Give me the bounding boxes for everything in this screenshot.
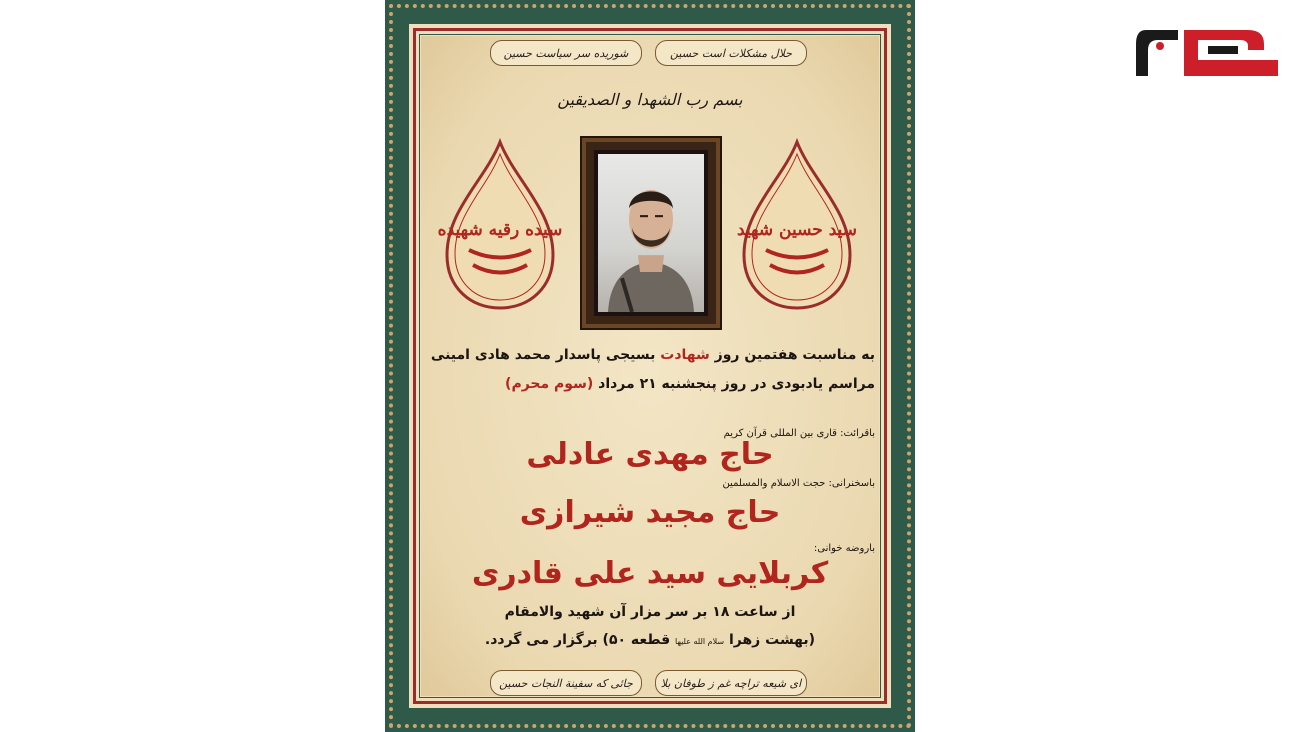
bottom-calligraphy-2: جائی که سفینة النجات حسین [490, 670, 642, 696]
logo-dark-stroke [1136, 30, 1178, 76]
top-calligraphy-1: حلال مشکلات است حسین [655, 40, 807, 66]
occasion-line: به مناسبت هفتمین روز شهادت بسیجی پاسدار محمد هادی امینی [430, 347, 875, 363]
person-silhouette [598, 154, 704, 312]
muharram-note: (سوم محرم) [505, 376, 594, 392]
top-calligraphy-2: شوریده سر سیاست حسین [490, 40, 642, 66]
logo-dot [1156, 42, 1164, 50]
right-calligraphy-medallion [736, 140, 858, 310]
bottom-calligraphy-1: ای شیعه تراچه غم ز طوفان بلا [655, 670, 807, 696]
time-location-line: از ساعت ۱۸ بر سر مزار آن شهید والامقام [504, 604, 796, 620]
poster-paper [421, 36, 879, 696]
portrait-mat [594, 150, 708, 316]
portrait-photo [598, 154, 704, 312]
reciter-name: حاج مهدی عادلی [526, 437, 774, 472]
speaker-label: باسخنرانی: حجت الاسلام والمسلمین [722, 478, 875, 489]
venue-line: (بهشت زهرا سلام الله علیها قطعه ۵۰) برگزار می گردد. [484, 632, 816, 648]
martyrdom-word: شهادت [660, 347, 710, 363]
right-medallion-text: سید حسین شهید [736, 220, 858, 240]
eulogist-name: کربلایی سید علی قادری [471, 556, 829, 591]
portrait-frame [582, 138, 720, 328]
speaker-name: حاج مجید شیرازی [519, 495, 781, 530]
memorial-poster [385, 0, 915, 732]
ceremony-line: مراسم یادبودی در روز پنجشنبه ۲۱ مرداد (سوم محرم) [505, 376, 875, 392]
basmala: بسم رب الشهدا و الصدیقین [557, 90, 743, 109]
site-logo[interactable] [1128, 20, 1283, 86]
eulogist-label: باروضه خوانی: [813, 543, 875, 554]
left-calligraphy-medallion [437, 140, 563, 310]
left-medallion-text: سیده رقیه شهیده [437, 220, 563, 240]
logo-dark-dash [1208, 46, 1238, 54]
reciter-label: باقرائت: قاری بین المللی قرآن کریم [723, 428, 875, 439]
